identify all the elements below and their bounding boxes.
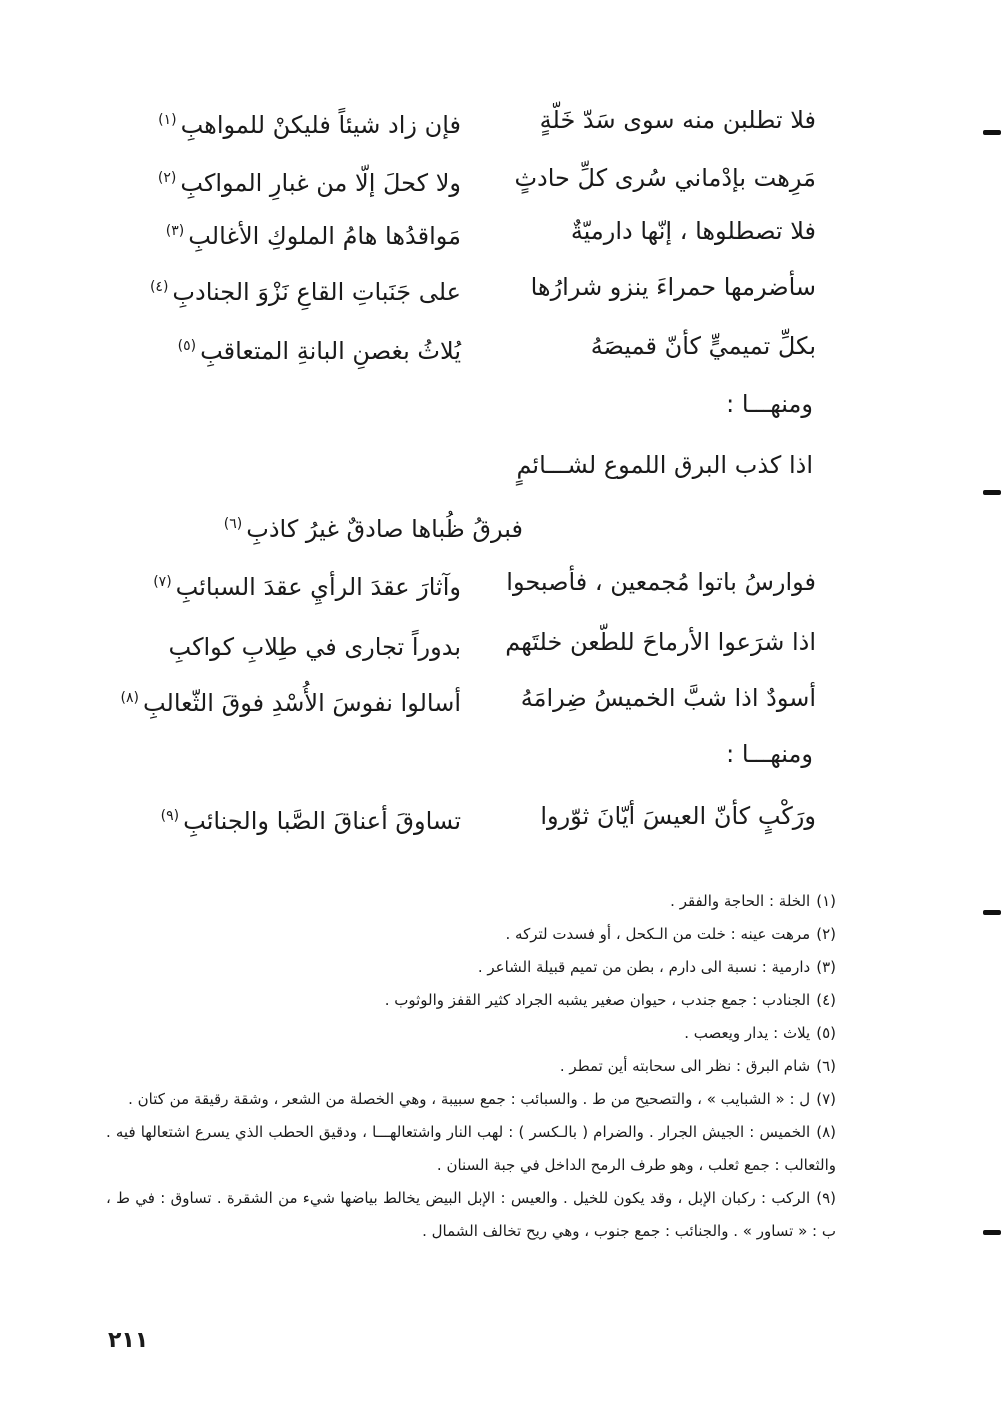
verse-line — [126, 96, 816, 144]
verse-hemistich-first: فلا تصطلوها ، إنّها دارميّةٌ — [570, 217, 816, 245]
verse-hemistich-second — [131, 322, 461, 375]
footnote-ref: (١) — [158, 112, 177, 128]
verse-hemistich-second — [131, 263, 461, 316]
footnote-text: الخلة : الحاجة والفقر . — [670, 892, 811, 910]
footnote-number: (٧) — [816, 1090, 836, 1108]
hemistich-text: تساوقَ أعناقَ الصَّبا والجنائبِ — [183, 807, 461, 835]
hemistich-text: فإن زاد شيئاً فليكنْ للمواهبِ — [180, 111, 461, 139]
hemistich-text: ولا كحلَ إلّا من غبارِ المواكبِ — [180, 169, 461, 197]
scan-edge-mark — [983, 910, 1001, 915]
footnote-ref: (٧) — [153, 574, 172, 590]
verse-hemistich-first: اذا شرَعوا الأرماحَ للطّعن خلتَهم — [505, 628, 816, 656]
footnote-text: الركب : ركبان الإبل ، وقد يكون للخيل . والعيس : الإبل البيض يخالط بياضها شيء من الشقرة . تساوق : في ط ، ب : « تساور » . والجنائب : جمع جنوب ، وهي ريح تخالف الشمال . — [106, 1189, 836, 1240]
verse-hemistich-first: أسودٌ اذا شبَّ الخميسُ ضِرامَهُ — [520, 684, 816, 712]
verse-hemistich-second — [131, 792, 461, 845]
verse-line — [126, 618, 816, 666]
footnote-number: (٣) — [816, 958, 836, 976]
hemistich-text: أسالوا نفوسَ الأُسْدِ فوقَ الثّعالبِ — [142, 689, 461, 717]
footnote-text: شام البرق : نظر الى سحابته أين تمطر . — [559, 1057, 811, 1075]
verse-line — [126, 154, 816, 202]
footnote-text: الخميس : الجيش الجرار . والضرام ( بالـكسر ) : لهب النار واشتعالهـــا ، ودقيق الحطب الذي يسرع اشتعالها فيه . والثعالب : جمع ثعلب ، وهو طرف الرمح الداخل في جبة السنان . — [106, 1123, 836, 1174]
verse-hemistich-second — [131, 96, 461, 149]
verse-hemistich-first: بكلِّ تميميٍّ كأنّ قميصَهُ — [590, 332, 816, 360]
verse-hemistich-first: مَرِهت بإدْماني سُرى كلِّ حادثٍ — [514, 164, 816, 192]
verse-hemistich-first: فلا تطلبن منه سوى سَدّ خَلّةٍ — [539, 106, 816, 134]
verse-line — [126, 207, 816, 255]
scan-edge-mark — [983, 1230, 1001, 1235]
footnote — [106, 1182, 836, 1248]
verse-first-hemistich: اذا كذب البرق اللموع لشـــائمٍ — [516, 451, 813, 479]
footnote-number: (٤) — [816, 991, 836, 1009]
hemistich-text: على جَنَباتِ القاعِ نَزْوَ الجنادبِ — [172, 278, 461, 306]
footnote-text: يلاث : يدار ويعصب . — [684, 1024, 811, 1042]
verse-line — [126, 263, 816, 311]
hemistich-text: مَواقدُها هامُ الملوكِ الأغالبِ — [188, 222, 461, 250]
footnote — [106, 918, 836, 951]
verse-line — [126, 792, 816, 840]
verse-second-hemistich — [224, 500, 523, 553]
footnote — [106, 1017, 836, 1050]
verse-hemistich-second — [120, 674, 461, 727]
footnote-ref: (٣) — [165, 223, 185, 239]
verse-hemistich-second — [131, 558, 461, 611]
page-number: ٢١١ — [108, 1328, 149, 1353]
hemistich-text: وآثارَ عقدَ الرأيِ عقدَ السبائبِ — [175, 573, 461, 601]
footnote-ref: (٢) — [157, 170, 177, 186]
footnote-text: الجنادب : جمع جندب ، حيوان صغير يشبه الجراد كثير القفز والوثوب . — [384, 991, 811, 1009]
footnote-number: (٨) — [816, 1123, 836, 1141]
verse-hemistich-first: ورَكْبٍ كأنّ العيسَ أيّانَ ثوّروا — [540, 802, 816, 830]
footnote-number: (٩) — [816, 1189, 836, 1207]
footnote-text: مرهت عينه : خلت من الـكحل ، أو فسدت لتركه . — [505, 925, 811, 943]
verse-hemistich-second — [131, 207, 461, 260]
verse-line — [120, 674, 816, 722]
verse-line — [126, 558, 816, 606]
footnote — [106, 885, 836, 918]
footnote-ref: (٤) — [149, 279, 169, 295]
footnote-number: (٥) — [816, 1024, 836, 1042]
footnotes — [106, 885, 836, 1248]
verse-hemistich-second — [131, 154, 461, 207]
footnote-ref: (٨) — [120, 690, 139, 706]
footnote-ref: (٥) — [177, 338, 197, 354]
verse-hemistich-second — [131, 618, 461, 671]
footnote-number: (٢) — [816, 925, 836, 943]
verse-hemistich-first: سأضرمها حمراءَ ينزو شرارُها — [530, 273, 816, 301]
footnote — [106, 984, 836, 1017]
footnote-number: (١) — [816, 892, 836, 910]
hemistich-text: فبرقُ ظُباها صادقٌ غيرُ كاذبِ — [246, 515, 523, 543]
scan-edge-mark — [983, 490, 1001, 495]
footnote-ref: (٩) — [160, 808, 180, 824]
footnote — [106, 951, 836, 984]
hemistich-text: بدوراً تجارى في طِلابِ كواكبِ — [168, 633, 461, 661]
footnote — [106, 1116, 836, 1182]
footnote-text: دارمية : نسبة الى دارم ، بطن من تميم قبيلة الشاعر . — [477, 958, 811, 976]
footnote — [106, 1083, 836, 1116]
footnote — [106, 1050, 836, 1083]
verse-hemistich-first: فوارسُ باتوا مُجمعين ، فأصبحوا — [506, 568, 816, 596]
footnote-text: ل : « الشبايب » ، والتصحيح من ط . والسبائب : جمع سبيبة ، وهي الخصلة من الشعر ، وشقة رقيقة من كتان . — [128, 1090, 811, 1108]
footnote-number: (٦) — [816, 1057, 836, 1075]
footnote-ref: (٦) — [223, 516, 243, 532]
section-heading: ومنهـــا : — [726, 390, 813, 418]
verse-line — [126, 322, 816, 370]
section-heading: ومنهـــا : — [726, 740, 813, 768]
scan-edge-mark — [983, 130, 1001, 135]
hemistich-text: يُلاثُ بغصنِ البانةِ المتعاقبِ — [200, 337, 461, 365]
